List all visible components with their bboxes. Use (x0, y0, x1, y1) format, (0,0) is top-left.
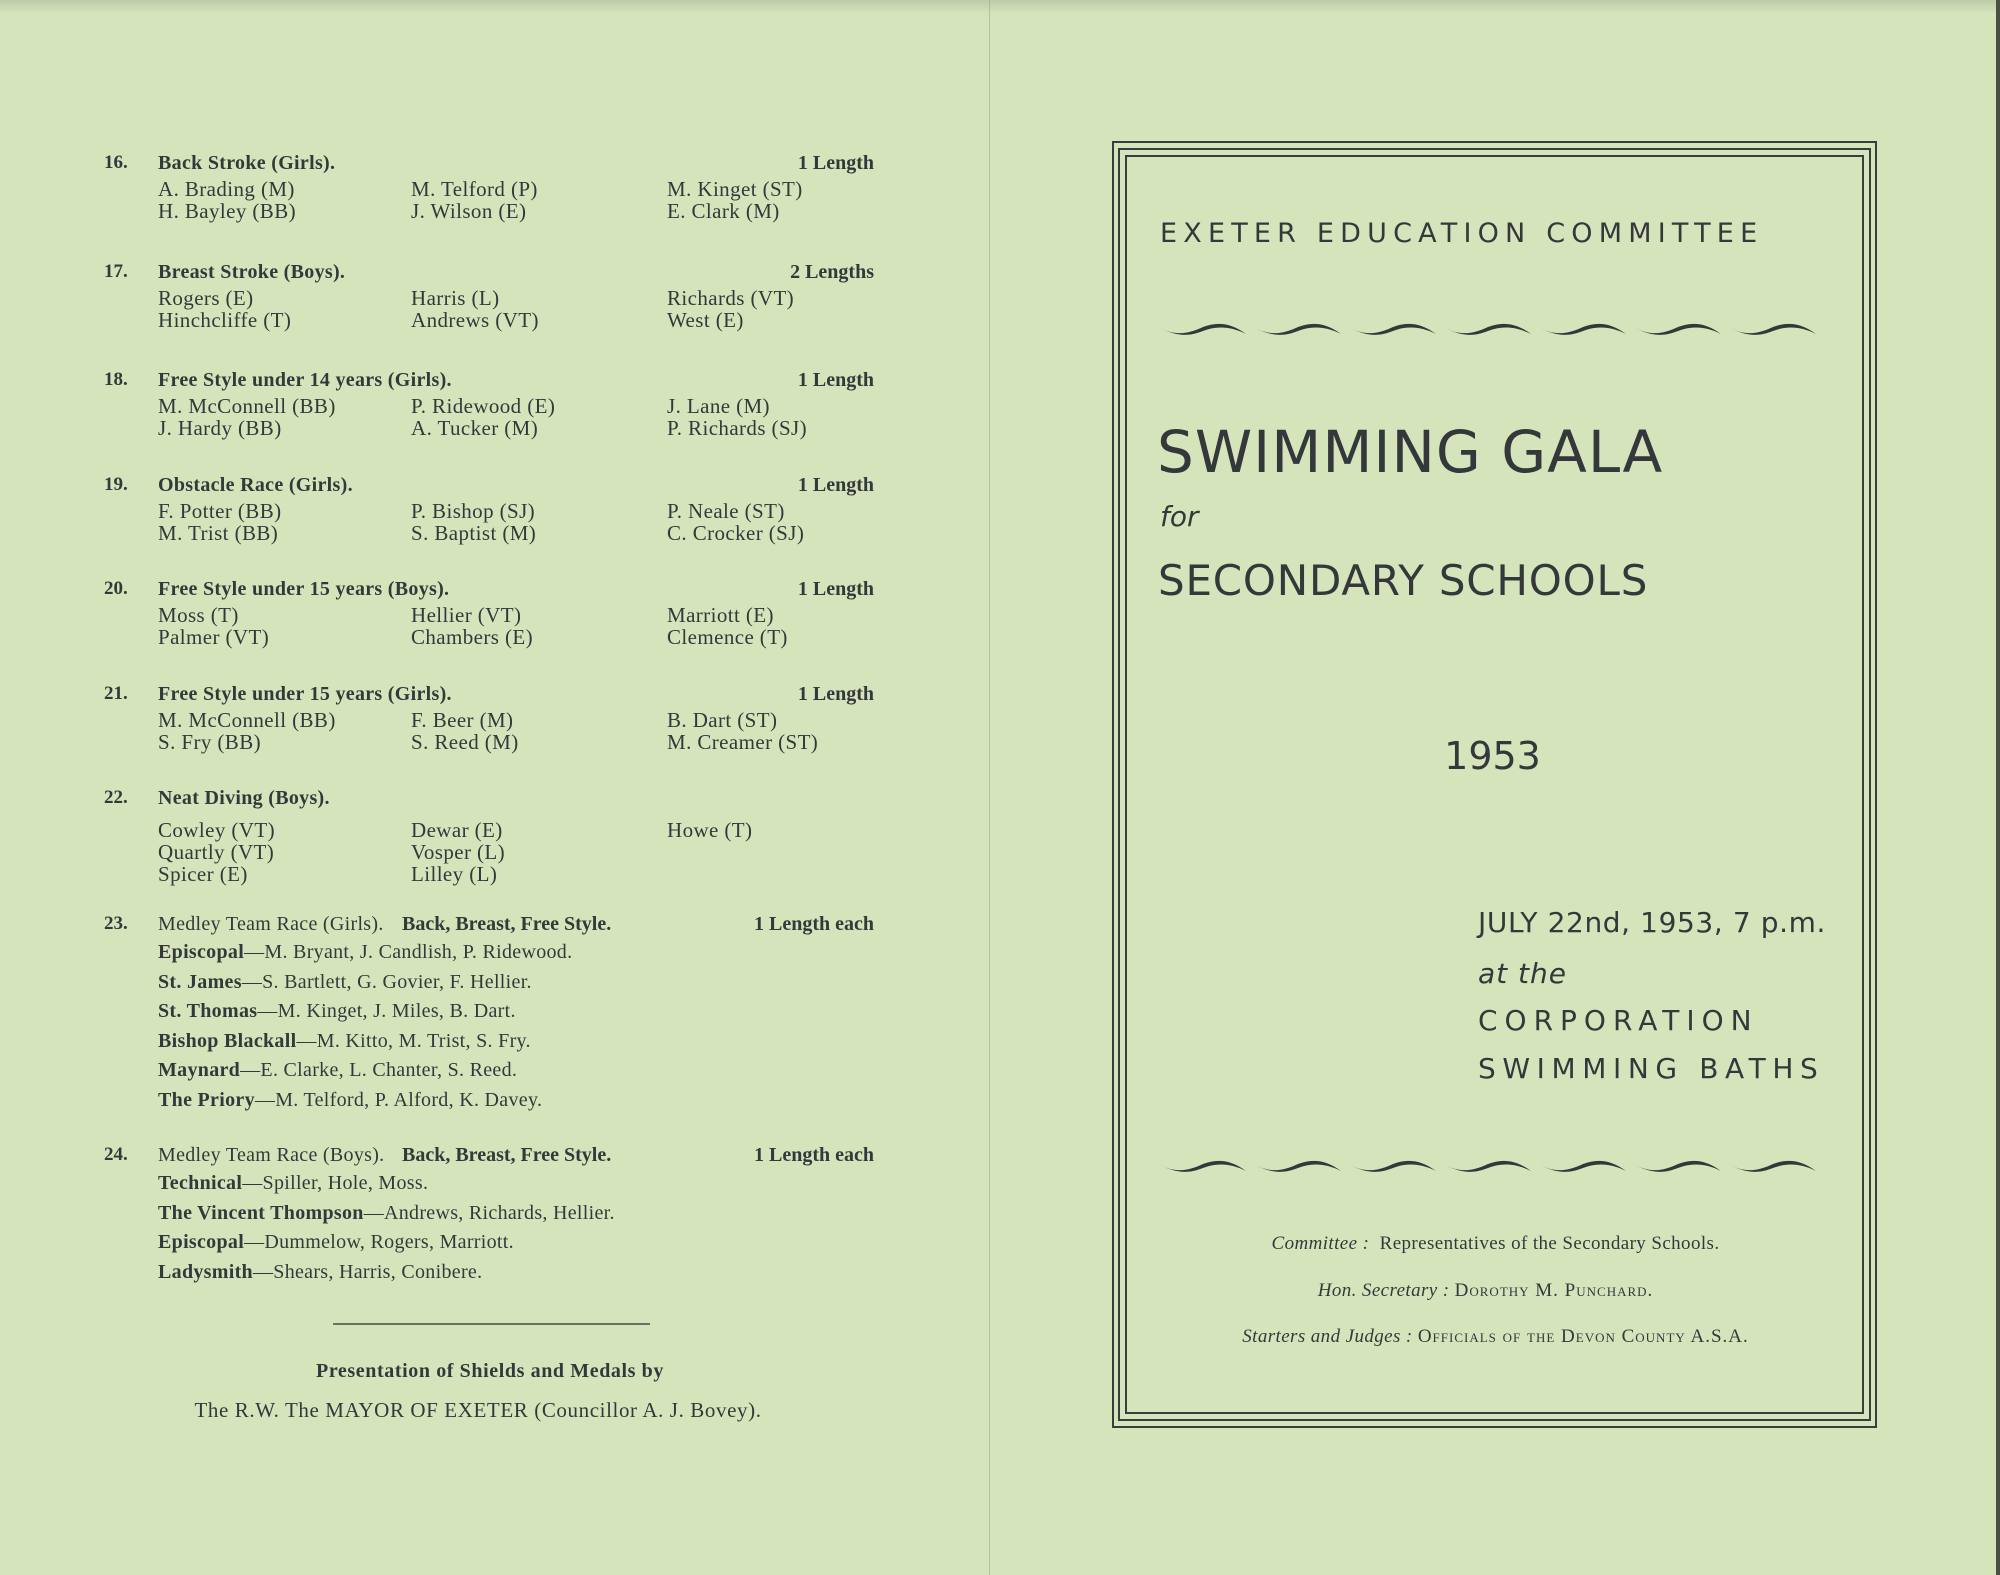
wave-segment (1160, 324, 1246, 335)
dash: — (363, 1201, 384, 1224)
entrant: H. Bayley (BB) (158, 199, 296, 223)
entrant: F. Potter (BB) (158, 499, 282, 523)
dash: — (254, 1088, 276, 1111)
credit-committee (1128, 1233, 1863, 1255)
team-line (104, 968, 874, 998)
team-members: Shears, Harris, Conibere. (273, 1260, 483, 1283)
entrant-row (104, 395, 874, 417)
dash: — (244, 941, 265, 963)
team-school: The Vincent Thompson (158, 1201, 364, 1224)
for-label: for (1160, 500, 1199, 533)
entrant: Marriott (E) (667, 603, 774, 627)
event-number: 21. (104, 683, 128, 704)
event-number: 23. (104, 913, 128, 934)
organisation-name: EXETER EDUCATION COMMITTEE (1160, 218, 1764, 249)
event-strokes: Back, Breast, Free Style. (402, 913, 612, 935)
entrant-row (104, 200, 874, 222)
entrant: Hinchcliffe (T) (158, 308, 292, 332)
event-header (104, 785, 874, 811)
event-number: 17. (104, 261, 128, 282)
entrant: P. Neale (ST) (667, 499, 785, 523)
event-number: 24. (104, 1144, 128, 1165)
team-line (104, 1169, 874, 1199)
medley-event (104, 1141, 874, 1287)
team-line (104, 1228, 874, 1258)
team-members: M. Bryant, J. Candlish, P. Ridewood. (264, 941, 573, 963)
wave-segment (1730, 1161, 1816, 1172)
entrant-row (104, 626, 874, 648)
event-item (104, 681, 874, 753)
event-title: Free Style under 14 years (Girls). (158, 369, 452, 391)
wave-segment (1730, 324, 1816, 335)
team-school: Bishop Blackall (158, 1029, 297, 1052)
event-header (104, 1141, 874, 1169)
event-strokes: Back, Breast, Free Style. (402, 1144, 612, 1166)
dash: — (242, 1172, 263, 1194)
entrant-row (104, 863, 874, 885)
entrant: Hellier (VT) (411, 603, 522, 627)
event-header (104, 150, 874, 176)
entrant: S. Baptist (M) (411, 521, 537, 545)
dash: — (252, 1260, 274, 1283)
entrant: Cowley (VT) (158, 818, 275, 842)
entrant: A. Tucker (M) (411, 416, 539, 440)
event-header (104, 910, 874, 938)
venue-line-2: SWIMMING BATHS (1478, 1052, 1825, 1085)
wave-segment (1255, 1161, 1341, 1172)
entrant: J. Hardy (BB) (158, 416, 282, 440)
entrant-row (104, 287, 874, 309)
team-members: M. Telford, P. Alford, K. Davey. (275, 1088, 543, 1111)
team-school: Episcopal (158, 941, 245, 963)
event-distance: 1 Length (797, 578, 874, 600)
entrant-row (104, 522, 874, 544)
entrant: M. Kinget (ST) (667, 177, 803, 201)
entrant: J. Wilson (E) (411, 199, 527, 223)
event-title: Back Stroke (Girls). (158, 152, 336, 174)
cover-border-inner (1125, 155, 1864, 1414)
dash: — (296, 1029, 317, 1052)
entrant-row (104, 178, 874, 200)
event-number: 22. (104, 787, 128, 808)
event-title: Breast Stroke (Boys). (158, 261, 346, 283)
team-members: M. Kitto, M. Trist, S. Fry. (316, 1029, 531, 1052)
team-school: St. Thomas (158, 1000, 258, 1022)
event-title: Medley Team Race (Girls). (158, 913, 384, 935)
team-members: Spiller, Hole, Moss. (262, 1172, 429, 1194)
credit-value: Representatives of the Secondary Schools. (1379, 1233, 1720, 1254)
team-line (104, 1027, 874, 1057)
entrant: Spicer (E) (158, 862, 248, 886)
wave-segment (1445, 1161, 1531, 1172)
wave-segment (1255, 324, 1341, 335)
entrant: Andrews (VT) (411, 308, 539, 332)
wave-segment (1350, 324, 1436, 335)
team-school: Technical (158, 1172, 243, 1194)
paper-shadow-top (0, 0, 2000, 14)
event-item (104, 259, 874, 331)
team-school: The Priory (158, 1088, 255, 1111)
gala-title: SWIMMING GALA (1157, 418, 1664, 486)
team-members: Dummelow, Rogers, Marriott. (264, 1231, 514, 1253)
event-title: Free Style under 15 years (Boys). (158, 578, 450, 600)
team-line (104, 1258, 874, 1288)
entrant: P. Richards (SJ) (667, 416, 807, 440)
event-item (104, 785, 874, 885)
team-line (104, 1199, 874, 1229)
event-number: 16. (104, 152, 128, 173)
dash: — (241, 970, 263, 993)
presentation-mayor: The R.W. The MAYOR OF EXETER (Councillor A. J. Bovey). (194, 1398, 762, 1422)
event-item (104, 576, 874, 648)
page-fold (989, 0, 990, 1575)
event-item (104, 150, 874, 222)
entrant: Lilley (L) (411, 862, 498, 886)
entrant: Dewar (E) (411, 818, 503, 842)
entrant: M. McConnell (BB) (158, 394, 336, 418)
entrant: Harris (L) (411, 286, 500, 310)
team-line (104, 997, 874, 1027)
team-members: S. Bartlett, G. Govier, F. Hellier. (262, 970, 532, 993)
wave-segment (1350, 1161, 1436, 1172)
medley-event (104, 910, 874, 1115)
entrant-row (104, 309, 874, 331)
team-school: St. James (158, 970, 242, 993)
credit-label: Starters and Judges : (1242, 1326, 1413, 1347)
wave-segment (1540, 324, 1626, 335)
presentation-heading: Presentation of Shields and Medals by (316, 1360, 664, 1382)
paper-edge-right (1996, 0, 2000, 1575)
entrant: F. Beer (M) (411, 708, 514, 732)
wave-segment (1445, 324, 1531, 335)
wave-ornament-bottom (1158, 1151, 1828, 1179)
credit-value: Dorothy M. Punchard. (1454, 1280, 1654, 1301)
entrant: Chambers (E) (411, 625, 534, 649)
entrant: A. Brading (M) (158, 177, 295, 201)
dash: — (257, 1000, 278, 1022)
event-item (104, 472, 874, 544)
team-members: E. Clarke, L. Chanter, S. Reed. (260, 1059, 518, 1081)
wave-ornament-top (1158, 314, 1828, 342)
event-distance: 1 Length each (754, 1144, 874, 1166)
team-line (104, 938, 874, 968)
team-members: Andrews, Richards, Hellier. (384, 1201, 615, 1224)
entrant: M. Telford (P) (411, 177, 538, 201)
event-number: 18. (104, 369, 128, 390)
entrant: Clemence (T) (667, 625, 788, 649)
team-school: Ladysmith (158, 1260, 253, 1283)
event-header (104, 576, 874, 602)
credit-label: Committee : (1271, 1233, 1370, 1254)
wave-segment (1160, 1161, 1246, 1172)
gala-year: 1953 (1444, 734, 1541, 778)
team-members: M. Kinget, J. Miles, B. Dart. (277, 1000, 516, 1022)
entrant: Palmer (VT) (158, 625, 270, 649)
team-line (104, 1056, 874, 1086)
entrant: Quartly (VT) (158, 840, 275, 864)
entrant-row (104, 841, 874, 863)
entrant: Richards (VT) (667, 286, 795, 310)
event-distance: 1 Length (797, 369, 874, 391)
entrant: E. Clark (M) (667, 199, 780, 223)
entrant-row (104, 709, 874, 731)
dash: — (244, 1231, 265, 1253)
event-item (104, 367, 874, 439)
event-header (104, 681, 874, 707)
entrant-row (104, 417, 874, 439)
team-school: Maynard (158, 1059, 241, 1081)
divider-line (333, 1323, 650, 1325)
event-distance: 1 Length (797, 683, 874, 705)
wave-segment (1635, 1161, 1721, 1172)
wave-segment (1635, 324, 1721, 335)
event-date: JULY 22nd, 1953, 7 p.m. (1478, 906, 1827, 939)
team-school: Episcopal (158, 1231, 245, 1253)
venue-line-1: CORPORATION (1478, 1004, 1759, 1037)
event-distance: 1 Length (797, 152, 874, 174)
credit-value: Officials of the Devon County A.S.A. (1417, 1326, 1749, 1347)
event-distance: 2 Lengths (790, 261, 874, 283)
credit-label: Hon. Secretary : (1317, 1280, 1450, 1301)
event-title: Neat Diving (Boys). (158, 787, 330, 809)
entrant: S. Fry (BB) (158, 730, 262, 754)
event-title: Obstacle Race (Girls). (158, 474, 353, 496)
entrant-row (104, 819, 874, 841)
entrant: C. Crocker (SJ) (667, 521, 805, 545)
entrant: B. Dart (ST) (667, 708, 778, 732)
team-line (104, 1086, 874, 1116)
event-header (104, 367, 874, 393)
credit-secretary (1118, 1280, 1853, 1302)
event-distance: 1 Length (797, 474, 874, 496)
gala-subtitle: SECONDARY SCHOOLS (1158, 556, 1649, 605)
entrant: Howe (T) (667, 818, 753, 842)
dash: — (240, 1059, 261, 1081)
entrant: M. Creamer (ST) (667, 730, 819, 754)
entrant: West (E) (667, 308, 744, 332)
entrant-row (104, 604, 874, 626)
entrant: S. Reed (M) (411, 730, 519, 754)
entrant: Vosper (L) (411, 840, 506, 864)
event-number: 19. (104, 474, 128, 495)
event-title: Free Style under 15 years (Girls). (158, 683, 452, 705)
event-header (104, 472, 874, 498)
entrant: Moss (T) (158, 603, 239, 627)
entrant-row (104, 500, 874, 522)
event-number: 20. (104, 578, 128, 599)
event-title: Medley Team Race (Boys). (158, 1144, 385, 1166)
entrant: J. Lane (M) (667, 394, 770, 418)
event-distance: 1 Length each (754, 913, 874, 935)
wave-segment (1540, 1161, 1626, 1172)
entrant: M. Trist (BB) (158, 521, 279, 545)
entrant: P. Bishop (SJ) (411, 499, 536, 523)
at-the-label: at the (1478, 957, 1567, 990)
entrant: Rogers (E) (158, 286, 254, 310)
credit-starters (1128, 1326, 1863, 1348)
entrant: M. McConnell (BB) (158, 708, 336, 732)
event-header (104, 259, 874, 285)
entrant: P. Ridewood (E) (411, 394, 556, 418)
entrant-row (104, 731, 874, 753)
